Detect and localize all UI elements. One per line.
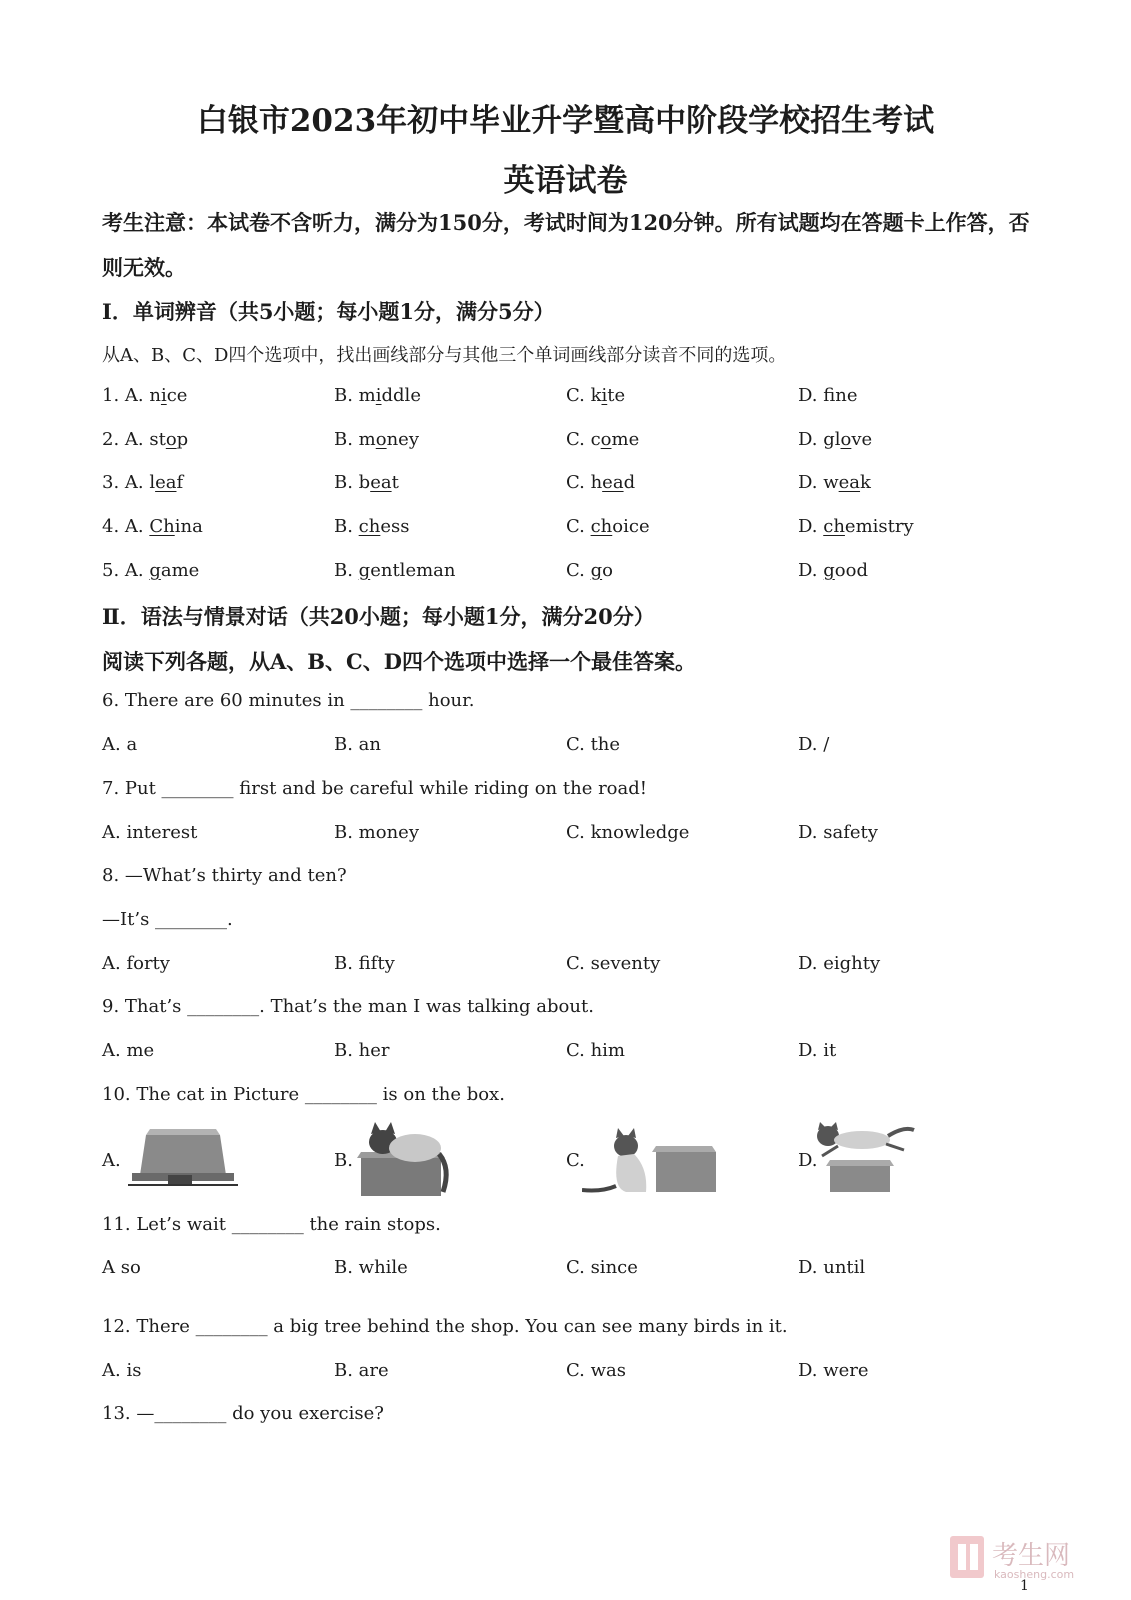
q3-option-a[interactable]	[102, 472, 183, 493]
option-text: D.	[798, 516, 824, 537]
underlined-letters: g	[590, 560, 603, 581]
q6-option-c[interactable]: C. the	[566, 734, 621, 755]
underlined-letters: ea	[155, 472, 177, 493]
q3-option-d[interactable]	[798, 472, 871, 493]
option-text: C. h	[566, 472, 603, 493]
q8-options	[102, 953, 1032, 979]
q7-options	[102, 822, 1032, 848]
q5-option-b[interactable]	[334, 560, 455, 581]
option-text: ess	[380, 516, 410, 537]
option-text: t	[391, 472, 399, 493]
underlined-letters: i	[375, 385, 382, 406]
section1-heading: Ⅰ．单词辨音（共5小题；每小题1分，满分5分）	[102, 299, 555, 324]
underlined-letters: i	[160, 385, 167, 406]
option-text: B.	[334, 560, 359, 581]
q9-stem: 9. That’s ________. That’s the man I was talking about.	[102, 996, 594, 1017]
underlined-letters: ea	[602, 472, 624, 493]
q5-options	[102, 560, 1032, 586]
q2-option-a[interactable]	[102, 429, 188, 450]
section2-instruction: 阅读下列各题，从A、B、C、D四个选项中选择一个最佳答案。	[102, 649, 696, 674]
q5-option-d[interactable]	[798, 560, 868, 581]
q10-option-d[interactable]: D.	[798, 1150, 818, 1171]
option-text: B. b	[334, 472, 371, 493]
q2-option-d[interactable]	[798, 429, 872, 450]
option-text: oice	[612, 516, 650, 537]
option-text: p	[176, 429, 189, 450]
q8-stem-reply: —It’s ________.	[102, 909, 233, 930]
option-text: D.	[798, 560, 824, 581]
q7-option-a[interactable]: A. interest	[102, 822, 198, 843]
option-text: 2. A. st	[102, 429, 166, 450]
q11-options	[102, 1257, 1032, 1283]
notice-label: 考生注意：	[102, 210, 207, 235]
underlined-letters: ea	[370, 472, 392, 493]
q3-option-c[interactable]	[566, 472, 635, 493]
q12-option-b[interactable]: B. are	[334, 1360, 389, 1381]
option-text: 5. A.	[102, 560, 150, 581]
option-text: ina	[174, 516, 203, 537]
q2-option-b[interactable]	[334, 429, 419, 450]
q11-option-d[interactable]: D. until	[798, 1257, 866, 1278]
underlined-letters: ea	[838, 472, 861, 493]
q8-option-c[interactable]: C. seventy	[566, 953, 661, 974]
option-text: ve	[851, 429, 873, 450]
underlined-letters: g	[149, 560, 161, 581]
underlined-letters: o	[165, 429, 177, 450]
q1-option-b[interactable]	[334, 385, 421, 406]
option-text: ce	[166, 385, 188, 406]
q9-options	[102, 1040, 1032, 1066]
option-text: ne	[835, 385, 858, 406]
q3-options	[102, 472, 1032, 498]
option-text: C.	[566, 560, 591, 581]
kaosheng-logo	[950, 1532, 1110, 1582]
q12-stem: 12. There ________ a big tree behind the shop. You can see many birds in it.	[102, 1316, 788, 1337]
q8-stem: 8. —What’s thirty and ten?	[102, 865, 347, 886]
q1-options	[102, 385, 1032, 411]
q6-stem: 6. There are 60 minutes in ________ hour.	[102, 690, 475, 711]
q1-option-c[interactable]	[566, 385, 625, 406]
option-text: 3. A. l	[102, 472, 156, 493]
option-text: D. f	[798, 385, 836, 406]
underlined-letters: i	[601, 385, 608, 406]
section2-heading: Ⅱ．语法与情景对话（共20小题；每小题1分，满分20分）	[102, 604, 655, 629]
q9-option-d[interactable]: D. it	[798, 1040, 837, 1061]
underlined-letters: g	[823, 560, 835, 581]
cat-under-box-picture[interactable]	[128, 1125, 238, 1190]
q2-option-c[interactable]	[566, 429, 639, 450]
option-text: 4. A.	[102, 516, 150, 537]
cat-jumping-over-box-picture[interactable]	[808, 1122, 918, 1194]
q7-option-c[interactable]: C. knowledge	[566, 822, 690, 843]
q4-option-c[interactable]	[566, 516, 650, 537]
option-text: B.	[334, 516, 359, 537]
q11-stem: 11. Let’s wait ________ the rain stops.	[102, 1214, 441, 1235]
option-text: B. m	[334, 429, 376, 450]
exam-subtitle: 英语试卷	[503, 163, 628, 199]
option-text: D. w	[798, 472, 839, 493]
option-text: D. gl	[798, 429, 841, 450]
q2-options	[102, 429, 1032, 455]
q13-stem: 13. —________ do you exercise?	[102, 1403, 384, 1424]
option-text: ney	[386, 429, 420, 450]
q6-option-d[interactable]: D. /	[798, 734, 830, 755]
q6-option-b[interactable]: B. an	[334, 734, 381, 755]
q5-option-c[interactable]	[566, 560, 613, 581]
option-text: ddle	[381, 385, 421, 406]
q12-option-c[interactable]: C. was	[566, 1360, 626, 1381]
option-text: C. k	[566, 385, 602, 406]
q7-option-d[interactable]: D. safety	[798, 822, 878, 843]
q10-option-b[interactable]: B.	[334, 1150, 353, 1171]
exam-title: 白银市2023年初中毕业升学暨高中阶段学校招生考试	[196, 103, 935, 139]
option-text: me	[611, 429, 640, 450]
underlined-letters: o	[840, 429, 852, 450]
option-text: emistry	[844, 516, 914, 537]
option-text: te	[607, 385, 626, 406]
q9-option-a[interactable]: A. me	[102, 1040, 155, 1061]
q8-option-a[interactable]: A. forty	[102, 953, 170, 974]
underlined-letters: ch	[358, 516, 381, 537]
q12-option-a[interactable]: A. is	[102, 1360, 142, 1381]
underlined-letters: Ch	[149, 516, 175, 537]
option-text: B. m	[334, 385, 376, 406]
cat-in-box-picture[interactable]	[355, 1118, 455, 1198]
q3-option-b[interactable]	[334, 472, 399, 493]
q12-option-d[interactable]: D. were	[798, 1360, 869, 1381]
q4-option-a[interactable]	[102, 516, 203, 537]
q8-option-b[interactable]: B. fifty	[334, 953, 395, 974]
watermark-brand: 考生网	[992, 1541, 1071, 1571]
q6-option-a[interactable]: A. a	[102, 734, 138, 755]
q10-option-c[interactable]: C.	[566, 1150, 585, 1171]
page-number: 1	[1020, 1578, 1029, 1594]
underlined-letters: ch	[823, 516, 845, 537]
option-text: C.	[566, 516, 591, 537]
q4-option-b[interactable]	[334, 516, 410, 537]
option-text: ood	[834, 560, 868, 581]
q9-option-b[interactable]: B. her	[334, 1040, 390, 1061]
exam-notice	[102, 200, 1032, 290]
option-text: f	[176, 472, 184, 493]
option-text: entleman	[370, 560, 456, 581]
q1-option-d[interactable]	[798, 385, 858, 406]
option-text: o	[602, 560, 613, 581]
q7-option-b[interactable]: B. money	[334, 822, 419, 843]
q7-stem: 7. Put ________ first and be careful while riding on the road!	[102, 778, 647, 799]
q11-option-c[interactable]: C. since	[566, 1257, 638, 1278]
watermark-url: kaosheng.com	[994, 1568, 1075, 1581]
underlined-letters: g	[358, 560, 371, 581]
option-text: C. c	[566, 429, 601, 450]
notice-text: 本试卷不含听力，满分为150分，考试时间为120分钟。所有试题均在答题卡上作答，否则无效。	[102, 210, 1030, 280]
q6-options	[102, 734, 1032, 760]
q8-option-d[interactable]: D. eighty	[798, 953, 881, 974]
section1-instruction: 从A、B、C、D四个选项中，找出画线部分与其他三个单词画线部分读音不同的选项。	[102, 345, 787, 366]
q11-option-a[interactable]: A so	[102, 1257, 141, 1278]
q11-option-b[interactable]: B. while	[334, 1257, 408, 1278]
underlined-letters: ch	[590, 516, 613, 537]
cat-beside-box-picture[interactable]	[582, 1128, 722, 1196]
q4-options	[102, 516, 1032, 542]
underlined-letters: o	[375, 429, 387, 450]
option-text: 1. A. n	[102, 385, 161, 406]
option-text: d	[623, 472, 636, 493]
q4-option-d[interactable]	[798, 516, 914, 537]
q10-stem: 10. The cat in Picture ________ is on the box.	[102, 1084, 505, 1105]
q9-option-c[interactable]: C. him	[566, 1040, 625, 1061]
option-text: k	[860, 472, 871, 493]
q12-options	[102, 1360, 1032, 1386]
q5-option-a[interactable]	[102, 560, 199, 581]
q10-option-a[interactable]: A.	[102, 1150, 121, 1171]
q1-option-a[interactable]	[102, 385, 187, 406]
option-text: ame	[160, 560, 200, 581]
underlined-letters: o	[600, 429, 612, 450]
